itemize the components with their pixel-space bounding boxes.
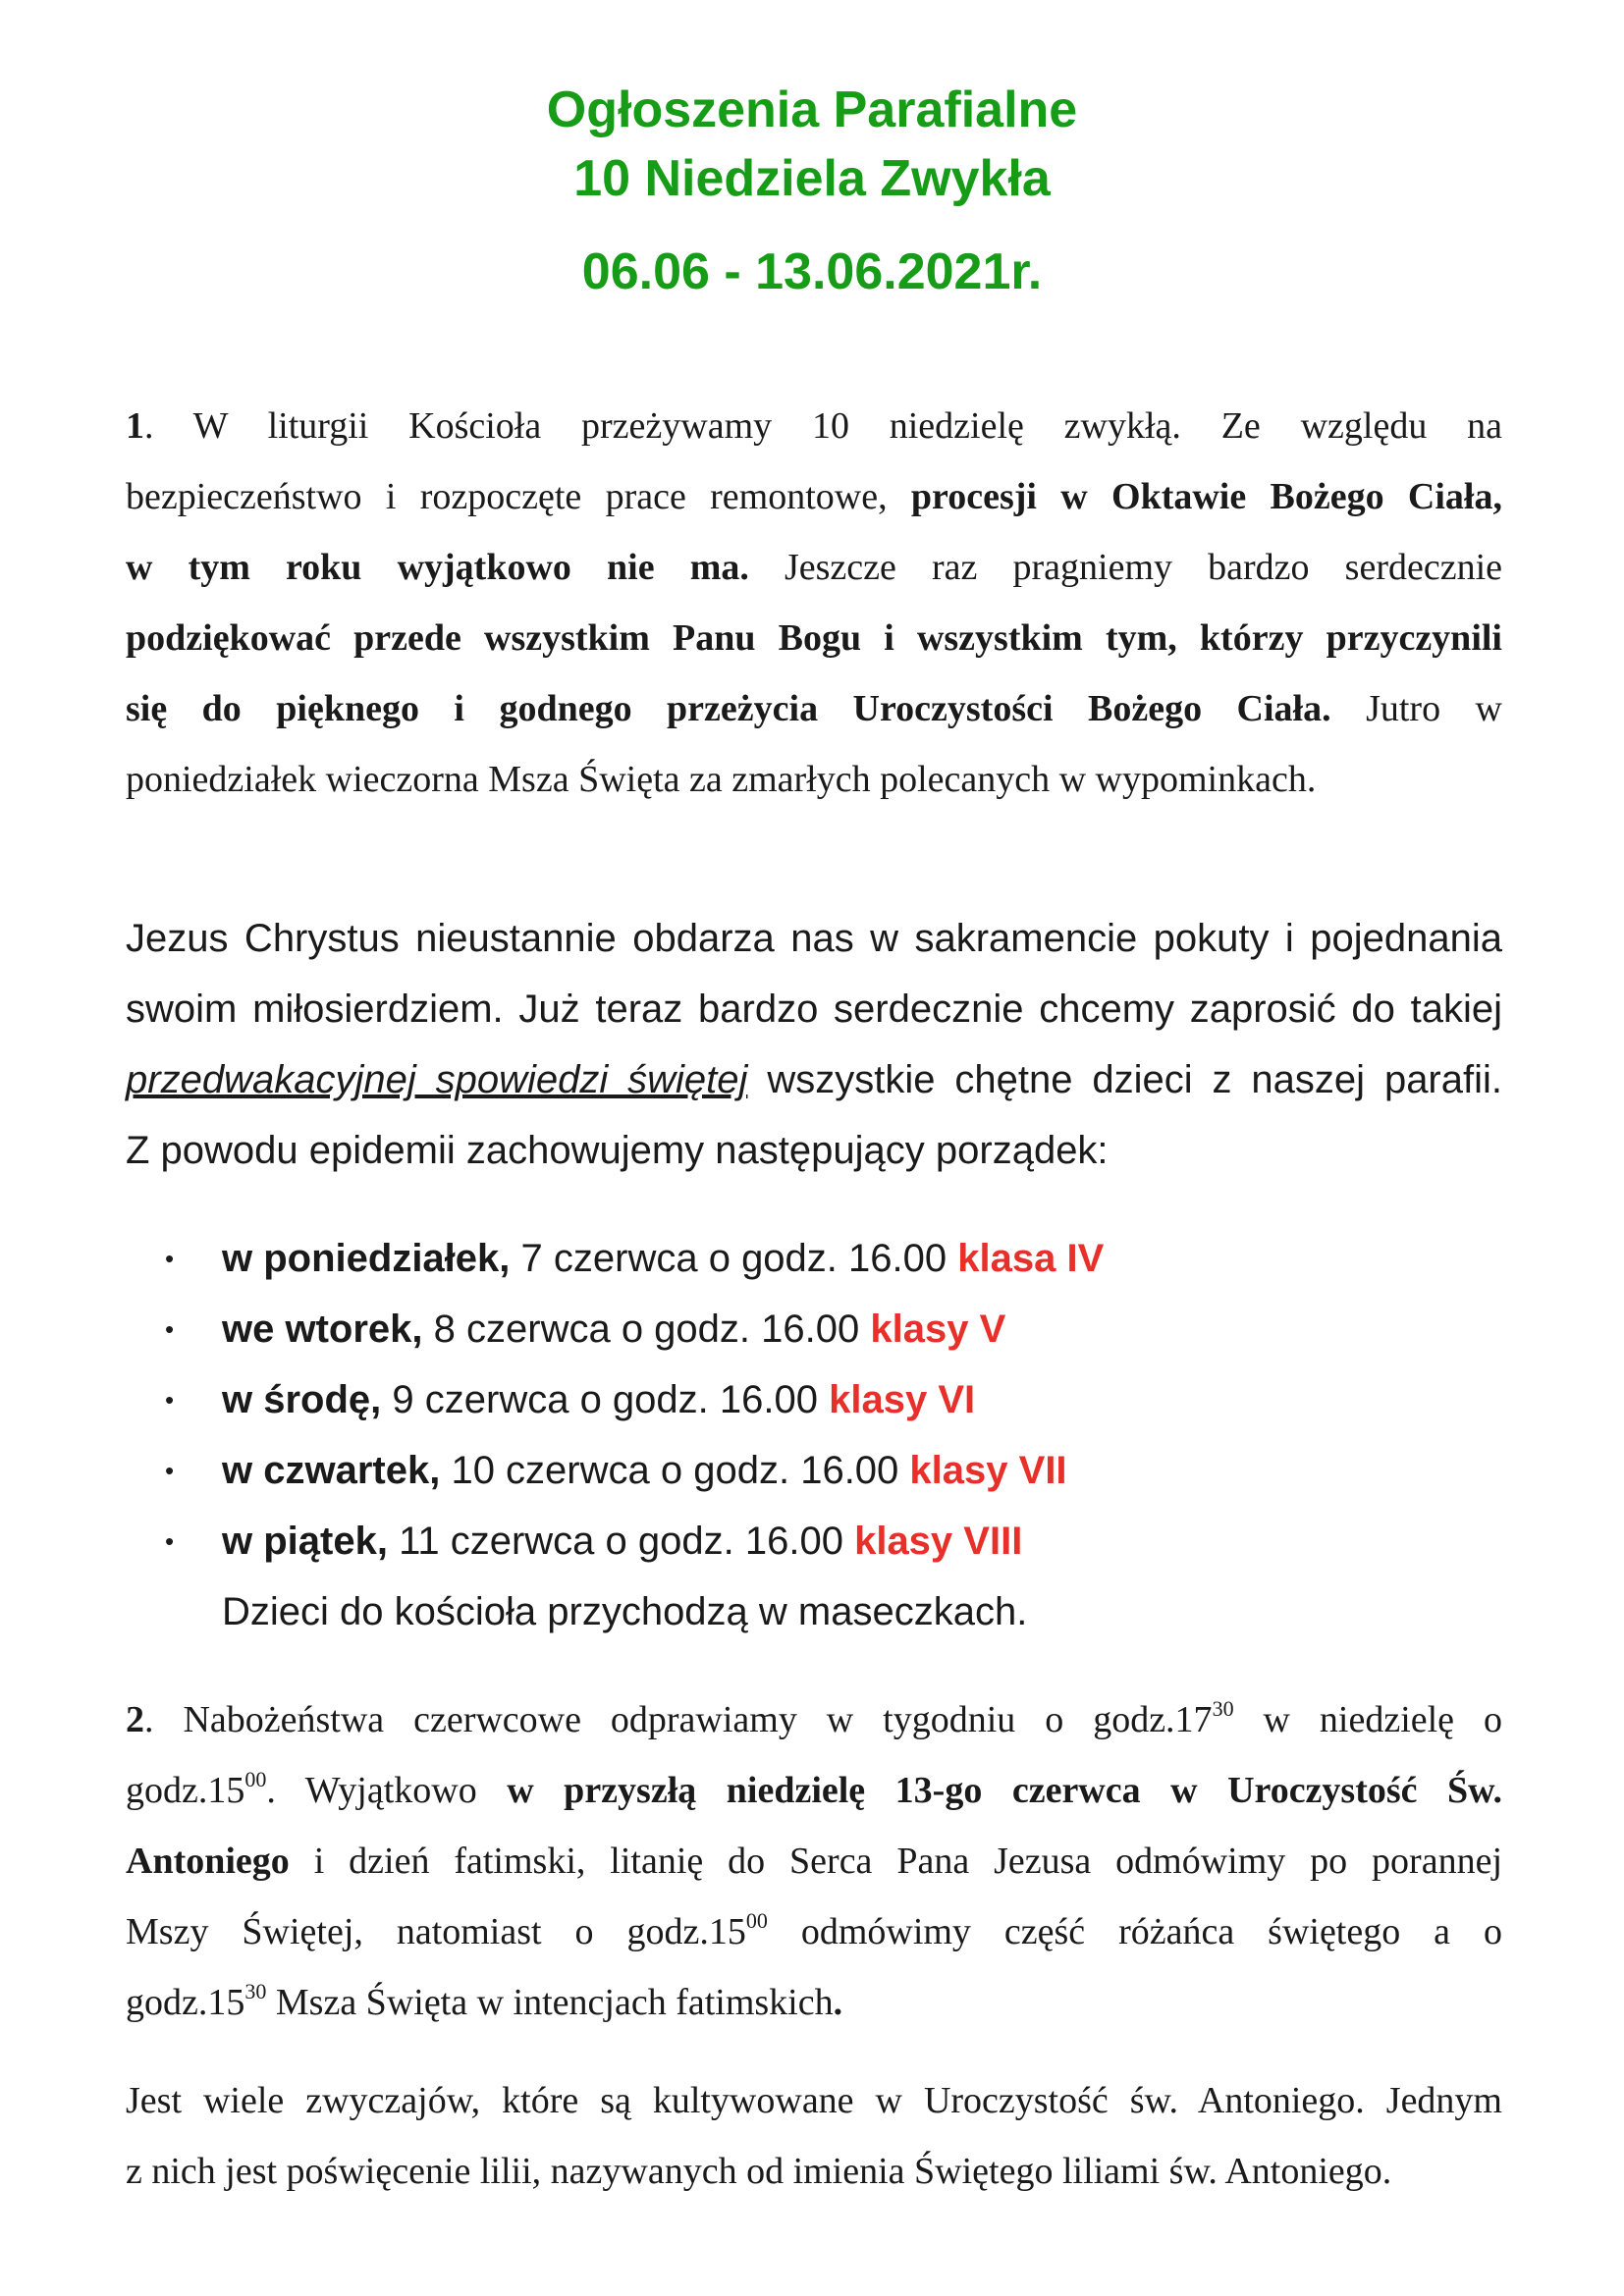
schedule-class: klasy VI (829, 1378, 976, 1421)
schedule-item (165, 1294, 1104, 1364)
announcement-2-line: $godz.15^{30}$ Msza Święta w intencjach fatimskich. (126, 1979, 843, 2023)
schedule-item (165, 1364, 1104, 1435)
page-subtitle: 10 Niedziela Zwykła (573, 150, 1051, 207)
confession-line: Jezus Chrystus nieustannie obdarza nas w sakramencie pokuty i pojednania (126, 917, 1502, 960)
schedule-class: klasy VII (909, 1449, 1067, 1492)
announcement-number: 1 (126, 405, 144, 447)
confession-paragraph (126, 903, 1502, 1186)
bullet-icon: • (165, 1314, 175, 1344)
announcement-2-line: Mszy Świętej, natomiast o $godz.15^{00}$ odmówimy część różańca świętego a o (126, 1908, 1503, 1952)
mask-note: Dzieci do kościoła przychodzą w maseczkach. (222, 1590, 1028, 1633)
announcement-1-line: poniedziałek wieczorna Msza Święta za zmarłych polecanych w wypominkach. (126, 759, 1317, 800)
schedule-time: 8 czerwca o godz. 16.00 (433, 1308, 860, 1351)
schedule-item (165, 1435, 1104, 1506)
announcement-2-line: 2. Nabożeństwa czerwcowe odprawiamy w tygodniu o $godz.17^{30}$ w niedzielę o (126, 1696, 1502, 1740)
schedule-day: w czwartek, (222, 1449, 441, 1492)
schedule-day: w piątek, (222, 1520, 388, 1563)
schedule-time: 7 czerwca o godz. 16.00 (520, 1237, 947, 1280)
st-anthony-paragraph (126, 2065, 1502, 2207)
confession-line: przedwakacyjnej spowiedzi świętej wszystkie chętne dzieci z naszej parafii. (126, 1058, 1502, 1101)
page-title: Ogłoszenia Parafialne (546, 81, 1078, 138)
st-anthony-line: z nich jest poświęcenie lilii, nazywanych od imienia Świętego liliami św. Antoniego. (126, 2151, 1392, 2192)
announcement-1 (126, 391, 1502, 815)
announcement-1-line: się do pięknego i godnego przeżycia Uroczystości Bożego Ciała. Jutro w (126, 688, 1502, 729)
announcement-1-line: 1. W liturgii Kościoła przeżywamy 10 niedzielę zwykłą. Ze względu na (126, 405, 1502, 447)
announcement-1-line: bezpieczeństwo i rozpoczęte prace remontowe, procesji w Oktawie Bożego Ciała, (126, 476, 1502, 517)
schedule-day: we wtorek, (222, 1308, 423, 1351)
schedule-class: klasa IV (957, 1237, 1105, 1280)
bullet-icon: • (165, 1526, 175, 1556)
announcement-1-line: w tym roku wyjątkowo nie ma. Jeszcze raz pragniemy bardzo serdecznie (126, 547, 1502, 588)
schedule-time: 10 czerwca o godz. 16.00 (451, 1449, 899, 1492)
bullet-icon: • (165, 1456, 175, 1485)
announcement-2-line: Antoniego i dzień fatimski, litanię do Serca Pana Jezusa odmówimy po porannej (126, 1841, 1503, 1882)
st-anthony-line: Jest wiele zwyczajów, które są kultywowane w Uroczystość św. Antoniego. Jednym (126, 2080, 1502, 2121)
schedule-day: w poniedziałek, (222, 1237, 511, 1280)
schedule-item (165, 1506, 1104, 1576)
bullet-icon: • (165, 1244, 175, 1273)
confession-link-text: przedwakacyjnej spowiedzi świętej (126, 1058, 748, 1101)
schedule-day: w środę, (222, 1378, 382, 1421)
confession-line: swoim miłosierdziem. Już teraz bardzo serdecznie chcemy zaprosić do takiej (126, 988, 1502, 1031)
schedule-class: klasy VIII (854, 1520, 1023, 1563)
bullet-icon: • (165, 1385, 175, 1415)
schedule-time: 11 czerwca o godz. 16.00 (399, 1520, 843, 1563)
announcement-2 (126, 1684, 1502, 2038)
schedule-item (165, 1223, 1104, 1294)
schedule-class: klasy V (870, 1308, 1006, 1351)
announcement-number: 2 (126, 1699, 144, 1740)
confession-schedule (165, 1223, 1104, 1576)
date-range: 06.06 - 13.06.2021r. (581, 243, 1043, 300)
confession-line: Z powodu epidemii zachowujemy następujący porządek: (126, 1129, 1109, 1172)
announcement-1-line: podziękować przede wszystkim Panu Bogu i wszystkim tym, którzy przyczynili (126, 617, 1502, 659)
schedule-time: 9 czerwca o godz. 16.00 (392, 1378, 818, 1421)
announcement-2-line: $godz.15^{00}$. Wyjątkowo w przyszłą niedzielę 13-go czerwca w Uroczystość Św. (126, 1767, 1503, 1811)
